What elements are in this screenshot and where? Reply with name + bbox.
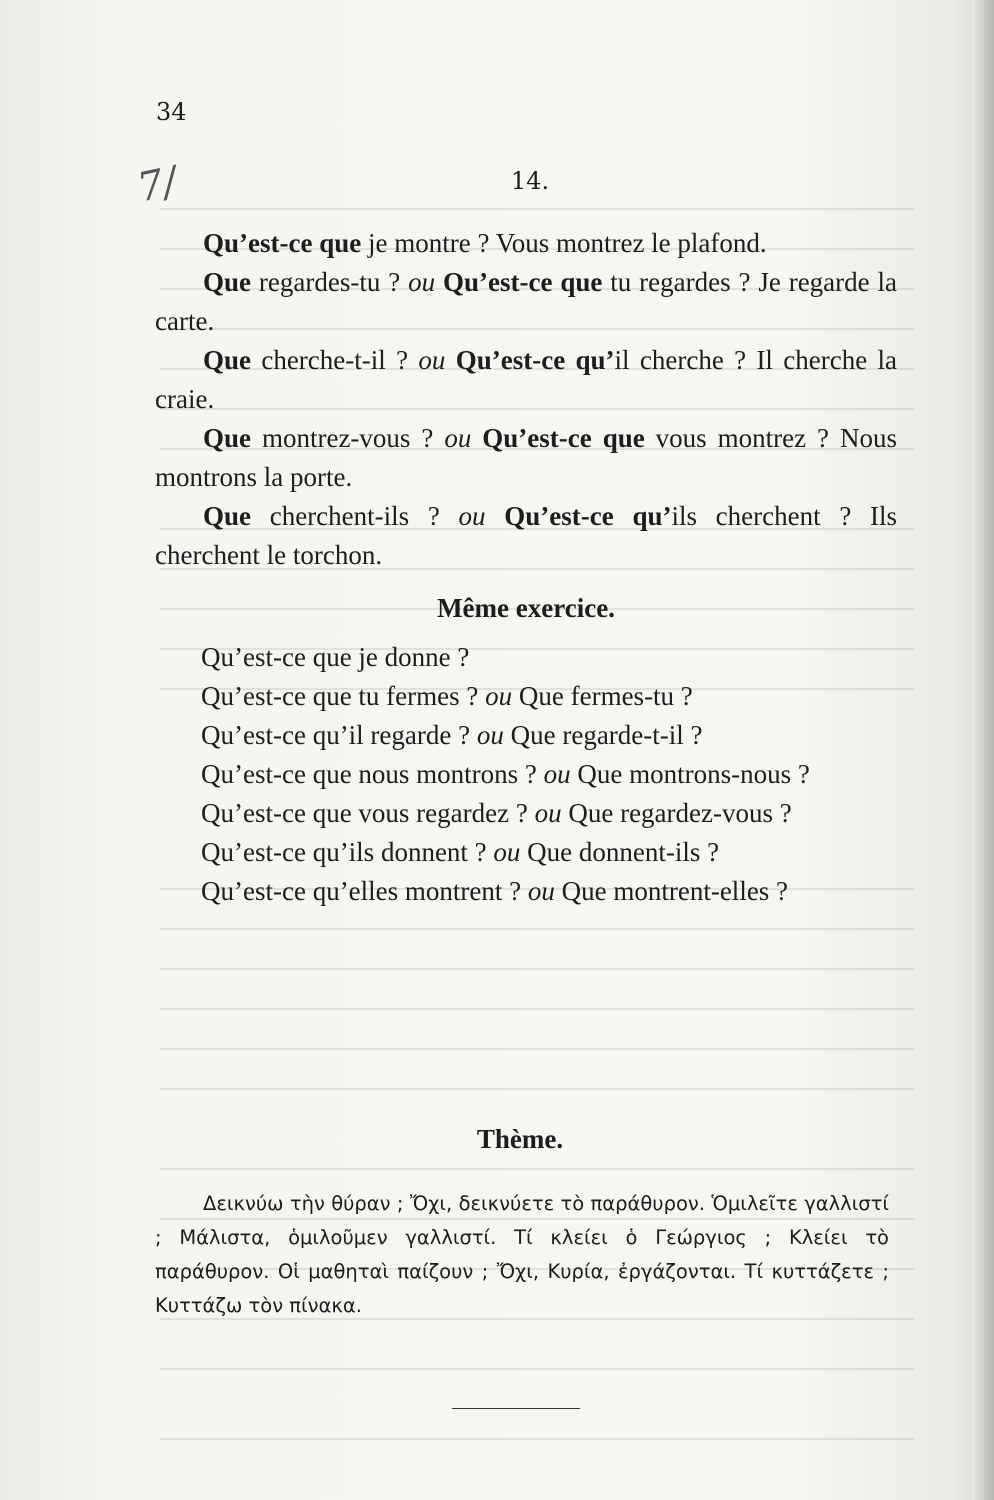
text-run [565,345,575,375]
example-paragraph [155,497,897,575]
text-run: Qu’est-ce que nous montrons ? [201,759,544,789]
text-run: cherchent-ils ? [251,501,459,531]
text-run [435,267,443,297]
text-run: Qu’est-ce [482,423,592,453]
text-run: cherche-t-il ? [251,345,419,375]
text-run: regardes-tu ? [251,267,409,297]
text-run: Que [203,345,252,375]
theme-text: Δεικνύω τὴν θύραν ; Ὄχι, δεικνύετε τὸ παράθυρον. Ὁμιλεῖτε γαλλιστί ; Μάλιστα, ὁμιλοῦμεν γαλλιστί. Τί κλείει ὁ Γεώργιος ; Κλείει τὸ παράθυρον. Οἱ μαθηταὶ παίζουν ; Ὄχι, Κυρία, ἐργάζονται. Τί κυττάζετε ; Κυττάζω τὸν πίνακα. [155,1192,889,1317]
text-run: Qu’est-ce [203,228,313,258]
text-run: ou [476,720,504,750]
text-run: Que [203,501,252,531]
text-run: ou [527,876,555,906]
text-run: que [560,267,603,297]
exercise-line [155,872,897,911]
text-run: Qu’est-ce que tu fermes ? [201,681,486,711]
text-run: Qu’est-ce [442,267,553,297]
text-run: Que regardez-vous ? [561,798,792,828]
example-paragraphs [155,224,897,575]
end-rule [452,1408,580,1409]
text-run: Qu’est-ce [504,501,614,531]
text-run: ou [493,837,521,867]
text-run: Que fermes-tu ? [512,681,693,711]
exercise-line [155,716,897,755]
exercise-line [155,755,897,794]
page-spine-shadow [972,0,994,1500]
handwritten-mark: 7/ [133,158,182,212]
exercise-line [155,638,897,677]
example-paragraph [155,341,897,419]
theme-heading: Thème. [476,1124,564,1154]
text-run: Qu’est-ce qu’ils donnent ? [201,837,494,867]
section-number: 14. [510,167,550,195]
text-run: tu regardes ? Je regarde la carte. [155,267,898,336]
text-run [592,423,603,453]
text-run [614,501,633,531]
exercise-line [155,833,897,872]
text-run: qu’ [632,501,672,531]
text-run: ou [458,501,486,531]
exercise-line [155,677,897,716]
text-run: que [602,423,645,453]
text-run: ou [418,345,446,375]
text-run: montrez-vous ? [251,423,445,453]
text-run: Qu’est-ce [455,345,566,375]
text-run: il cherche ? Il cherche la craie. [155,345,897,414]
text-run: que [319,228,362,258]
text-run: ou [485,681,513,711]
text-run: Que donnent-ils ? [520,837,720,867]
exercise-line [155,794,897,833]
page-number: 34 [156,98,187,126]
example-paragraph [155,263,897,341]
text-run: ou [408,267,436,297]
main-text [155,224,897,911]
text-run: Qu’est-ce qu’elles montrent ? [201,876,528,906]
text-run: ou [534,798,562,828]
text-run: Que [203,423,252,453]
text-run: Que montrons-nous ? [570,759,810,789]
exercise-list [155,638,897,911]
text-run: ou [543,759,571,789]
text-run [471,423,482,453]
text-run: ils cherchent ? Ils cherchent le torchon. [155,501,898,570]
text-run: Que [203,267,252,297]
text-run [486,501,505,531]
text-run: qu’ [575,345,615,375]
example-paragraph [155,419,897,497]
exercise-heading: Même exercice. [437,593,615,623]
text-run: ou [444,423,472,453]
text-run [445,345,455,375]
text-run: Qu’est-ce que je donne ? [201,642,470,672]
text-run: Que montrent-elles ? [554,876,789,906]
text-run: je montre ? Vous montrez le plafond. [361,228,767,258]
text-run: vous montrez ? Nous montrons la porte. [155,423,897,492]
text-run: Qu’est-ce que vous regardez ? [201,798,535,828]
example-paragraph [155,224,897,263]
text-run: Que regarde-t-il ? [503,720,703,750]
text-run: Qu’est-ce qu’il regarde ? [201,720,477,750]
